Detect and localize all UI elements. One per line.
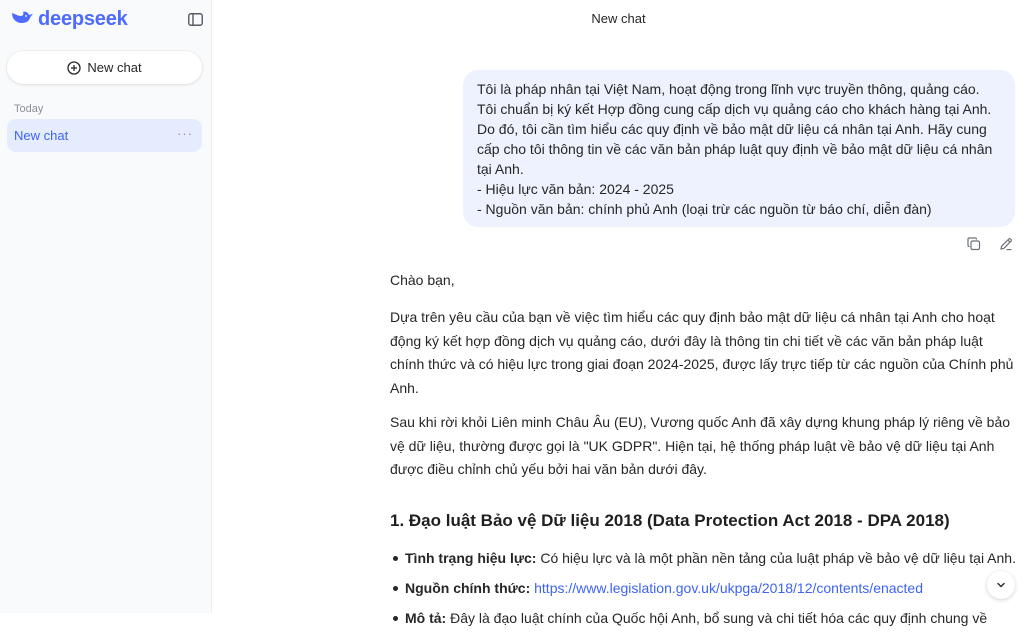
edit-button[interactable] (997, 236, 1015, 252)
bullet-text: Đây là đạo luật chính của Quốc hội Anh, bổ sung và chi tiết hóa các quy định chung về (446, 610, 988, 626)
user-message-bubble (463, 70, 1015, 227)
pencil-icon (999, 237, 1013, 251)
user-message-line: Tôi chuẩn bị ký kết Hợp đồng cung cấp dịch vụ quảng cáo cho khách hàng tại Anh. (477, 101, 992, 117)
paragraph-line: được điều chỉnh chủ yếu bởi hai văn bản dưới đây. (390, 461, 707, 477)
user-message-line: Tôi là pháp nhân tại Việt Nam, hoạt động trong lĩnh vực truyền thông, quảng cáo. (477, 81, 980, 97)
list-item (390, 606, 1022, 636)
user-message-line: - Nguồn văn bản: chính phủ Anh (loại trừ các nguồn từ báo chí, diễn đàn) (477, 201, 932, 217)
answer-paragraph-1 (390, 306, 1022, 400)
answer-greeting: Chào bạn, (390, 272, 455, 288)
bullet-text: Có hiệu lực và là một phần nền tảng của luật pháp về bảo vệ dữ liệu tại Anh. (536, 550, 1016, 566)
user-message-line: cấp cho tôi thông tin về các văn bản pháp luật quy định về bảo mật dữ liệu cá nhân (477, 141, 993, 157)
list-item (390, 546, 1022, 576)
user-message-line: - Hiệu lực văn bản: 2024 - 2025 (477, 181, 674, 197)
paragraph-line: Sau khi rời khỏi Liên minh Châu Âu (EU), Vương quốc Anh đã xây dựng khung pháp lý riêng về bảo (390, 414, 1011, 430)
paragraph-line: vệ dữ liệu, thường được gọi là "UK GDPR". Hiện tại, hệ thống pháp luật về bảo vệ dữ liệu tại Anh (390, 437, 995, 454)
copy-icon (967, 237, 981, 251)
chevron-down-icon (995, 579, 1007, 591)
sidebar-chat-item[interactable] (7, 119, 202, 152)
list-item (390, 576, 1022, 606)
paragraph-line: chính thức và có hiệu lực trong giai đoạn 2024-2025, được lấy trực tiếp từ các nguồn của Chính phủ (390, 356, 1014, 372)
new-chat-label: New chat (87, 60, 142, 75)
paragraph-line: Anh. (390, 379, 419, 396)
collapse-sidebar-button[interactable] (186, 11, 204, 27)
answer-paragraph-2 (390, 411, 1022, 482)
bullet-label: Tình trạng hiệu lực: (405, 550, 537, 566)
chat-main (213, 0, 1024, 626)
paragraph-line: Dựa trên yêu cầu của bạn về việc tìm hiểu các quy định bảo mật dữ liệu cá nhân tại Anh cho hoạt (390, 309, 995, 325)
logo[interactable] (10, 8, 128, 30)
copy-button[interactable] (965, 236, 983, 252)
scroll-to-bottom-button[interactable] (987, 571, 1015, 599)
bullet-label: Nguồn chính thức: (405, 580, 531, 596)
bullet-label: Mô tả: (405, 610, 447, 626)
sidebar (0, 0, 212, 613)
logo-text: deepseek (38, 7, 128, 30)
new-chat-button[interactable] (7, 51, 202, 84)
paragraph-line: động ký kết hợp đồng dịch vụ quảng cáo, dưới đây là thông tin chi tiết về các văn bản pháp luật (390, 332, 983, 349)
sidebar-toggle-icon (188, 13, 203, 26)
user-message-line: tại Anh. (477, 161, 524, 177)
chat-item-more-button[interactable]: ··· (177, 126, 193, 141)
legislation-link[interactable]: https://www.legislation.gov.uk/ukpga/2018/12/contents/enacted (534, 580, 924, 596)
answer-bullet-list (390, 546, 1022, 636)
whale-logo-icon (10, 8, 34, 31)
chat-item-title: New chat (14, 128, 69, 143)
history-section-label: Today (14, 103, 44, 115)
plus-circle-icon (67, 61, 81, 75)
user-message-actions (965, 236, 1015, 252)
answer-heading: 1. Đạo luật Bảo vệ Dữ liệu 2018 (Data Protection Act 2018 - DPA 2018) (390, 511, 950, 530)
user-message-line: Do đó, tôi cần tìm hiểu các quy định về bảo mật dữ liệu cá nhân tại Anh. Hãy cung (477, 121, 987, 137)
chat-title: New chat (591, 11, 646, 26)
